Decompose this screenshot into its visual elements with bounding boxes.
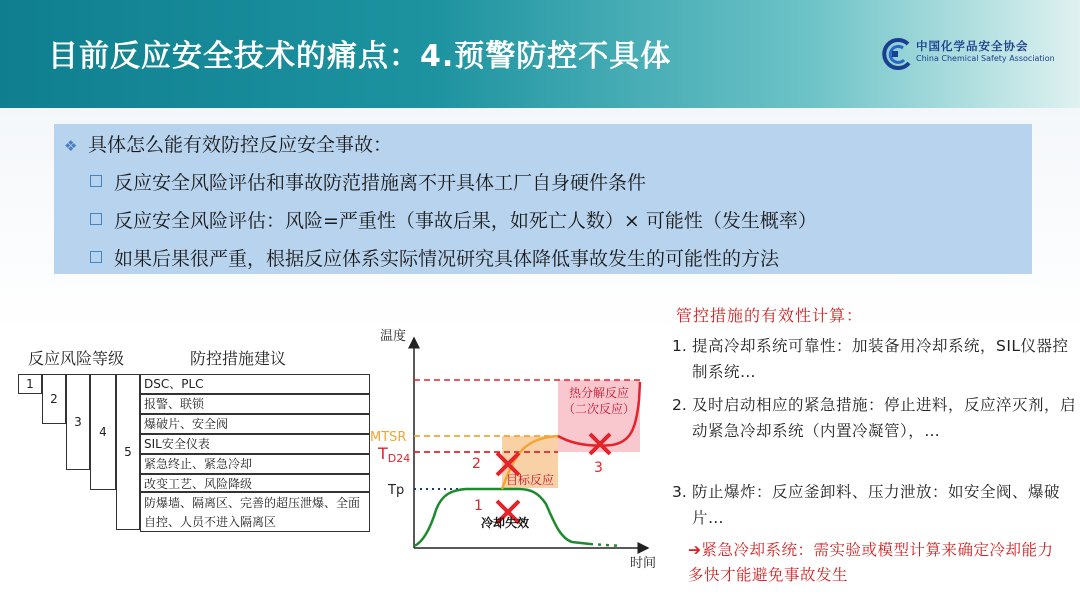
td24-label [377,444,410,465]
diamond-bullet-icon: ❖ [64,137,78,155]
measure-text: 防止爆炸：反应釜卸料、压力泄放：如安全阀、爆破片… [692,483,1061,527]
effectiveness-title: 管控措施的有效性计算： [676,306,864,325]
point-2-label: 2 [472,456,481,472]
risk-level-3: 3 [66,374,90,470]
risk-level-2: 2 [42,374,66,424]
td24-label-main: T [378,444,388,463]
target-reaction-label: 目标反应 [506,473,555,487]
key-points-heading-text: 具体怎么能有效防控反应安全事故： [88,134,393,156]
decomposition-sub-label: （二次反应） [562,402,636,416]
measure-cell: DSC、PLC [140,374,370,394]
cooled-decay-curve [590,544,622,546]
tp-label: Tp [388,483,405,498]
measure-text: 及时启动相应的紧急措施：停止进料，反应淬灭剂，启动紧急冷却系统（内置冷凝管），… [692,396,1077,440]
cooling-failure-label: 冷却失效 [481,516,530,530]
page-title: 目前反应安全技术的痛点：4.预警防控不具体 [48,39,672,74]
measure-text: 提高冷却系统可靠性：加装备用冷却系统，SIL仪器控制系统… [692,337,1069,381]
x-axis-label: 时间 [630,556,657,571]
risk-level-5: 5 [116,374,140,530]
measure-cell: SIL安全仪表 [140,434,370,454]
risk-level-1: 1 [18,374,42,394]
logo-name-cn: 中国化学品安全协会 [916,39,1029,53]
point-1-label: 1 [474,498,483,514]
measure-number: 1. [672,337,687,355]
measure-number: 3. [672,483,687,501]
conclusion-text: ➔紧急冷却系统：需实验或模型计算来确定冷却能力多快才能避免事故发生 [688,541,1054,584]
measure-cell: 紧急终止、紧急冷却 [140,454,370,474]
mtsr-label: MTSR [370,430,407,445]
key-point-text: 反应安全风险评估：风险=严重性（事故后果，如死亡人数）× 可能性（发生概率） [114,210,817,232]
measure-cell: 改变工艺、风险降级 [140,474,370,492]
measure-number: 2. [672,396,687,414]
key-point-text: 反应安全风险评估和事故防范措施离不开具体工厂自身硬件条件 [114,172,647,194]
measure-cell: 防爆墙、隔离区、完善的超压泄爆、全面自控、人员不进入隔离区 [140,492,370,532]
measure-cell: 爆破片、安全阀 [140,414,370,434]
decomposition-label: 热分解反应 [568,386,630,400]
y-axis-label: 温度 [380,329,407,344]
measure-cell: 报警、联锁 [140,394,370,414]
key-point-text: 如果后果很严重，根据反应体系实际情况研究具体降低事故发生的可能性的方法 [114,248,780,270]
point-3-label: 3 [594,460,603,476]
td24-label-sub: D24 [387,452,411,465]
logo-name-en: China Chemical Safety Association [916,54,1055,63]
measures-header: 防控措施建议 [190,349,287,368]
risk-level-4: 4 [90,374,116,490]
risk-level-header: 反应风险等级 [28,349,125,368]
